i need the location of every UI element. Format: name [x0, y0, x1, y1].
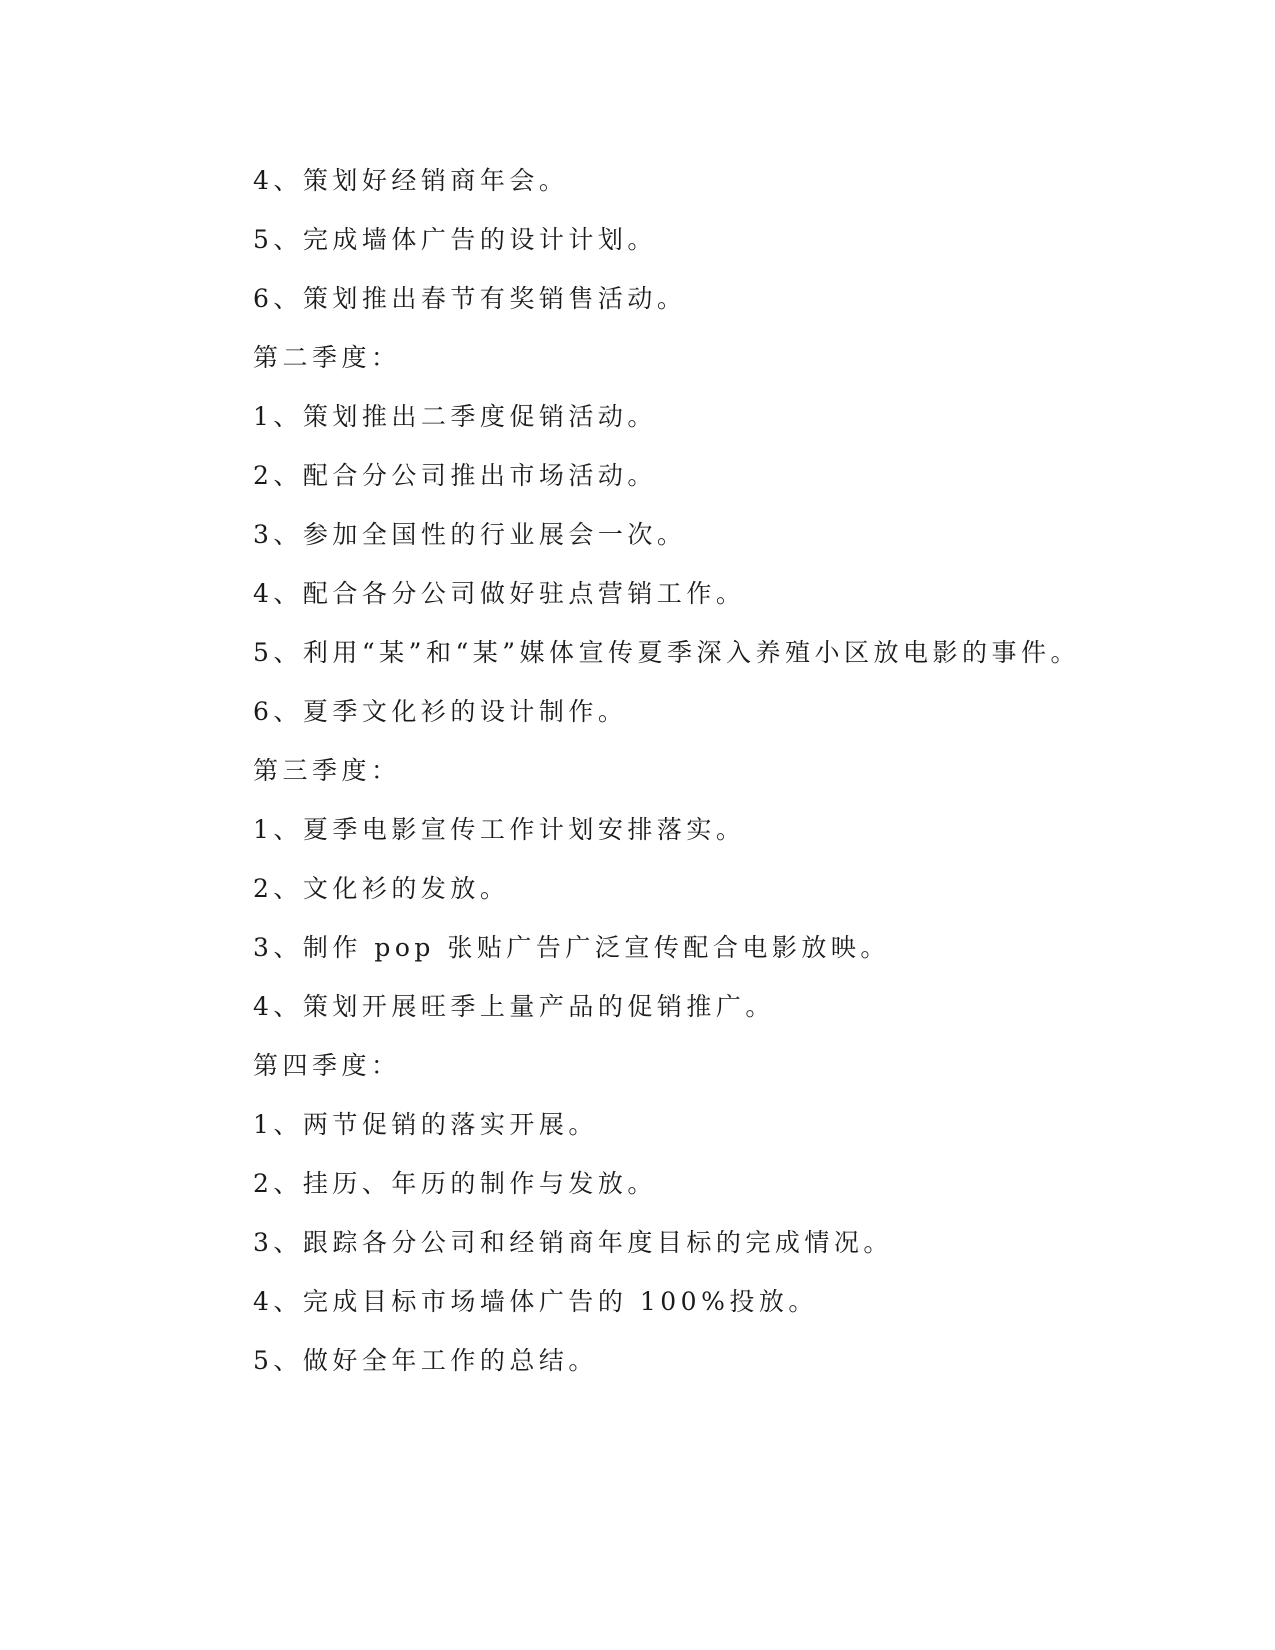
- q4-item-5: 5、做好全年工作的总结。: [253, 1346, 598, 1375]
- q3-heading: 第三季度：: [253, 756, 401, 785]
- q4-item-1: 1、两节促销的落实开展。: [253, 1110, 598, 1139]
- q4-item-2: 2、挂历、年历的制作与发放。: [253, 1169, 657, 1198]
- q3-item-3: 3、制作 pop 张贴广告广泛宣传配合电影放映。: [253, 933, 890, 962]
- q4-item-4: 4、完成目标市场墙体广告的 100%投放。: [253, 1287, 818, 1316]
- q4-item-3: 3、跟踪各分公司和经销商年度目标的完成情况。: [253, 1228, 893, 1257]
- q2-item-1: 1、策划推出二季度促销活动。: [253, 402, 657, 431]
- document-body: [253, 161, 1081, 1400]
- q1-item-5: 5、完成墙体广告的设计计划。: [253, 225, 657, 254]
- q2-item-4: 4、配合各分公司做好驻点营销工作。: [253, 579, 746, 608]
- q2-item-5: 5、利用“某”和“某”媒体宣传夏季深入养殖小区放电影的事件。: [253, 638, 1081, 667]
- q3-item-4: 4、策划开展旺季上量产品的促销推广。: [253, 992, 775, 1021]
- q2-heading: 第二季度：: [253, 343, 401, 372]
- q2-item-6: 6、夏季文化衫的设计制作。: [253, 697, 628, 726]
- q3-item-1: 1、夏季电影宣传工作计划安排落实。: [253, 815, 746, 844]
- q1-item-6: 6、策划推出春节有奖销售活动。: [253, 284, 687, 313]
- q1-item-4: 4、策划好经销商年会。: [253, 166, 569, 195]
- q4-heading: 第四季度：: [253, 1051, 401, 1080]
- q2-item-3: 3、参加全国性的行业展会一次。: [253, 520, 687, 549]
- q3-item-2: 2、文化衫的发放。: [253, 874, 510, 903]
- q2-item-2: 2、配合分公司推出市场活动。: [253, 461, 657, 490]
